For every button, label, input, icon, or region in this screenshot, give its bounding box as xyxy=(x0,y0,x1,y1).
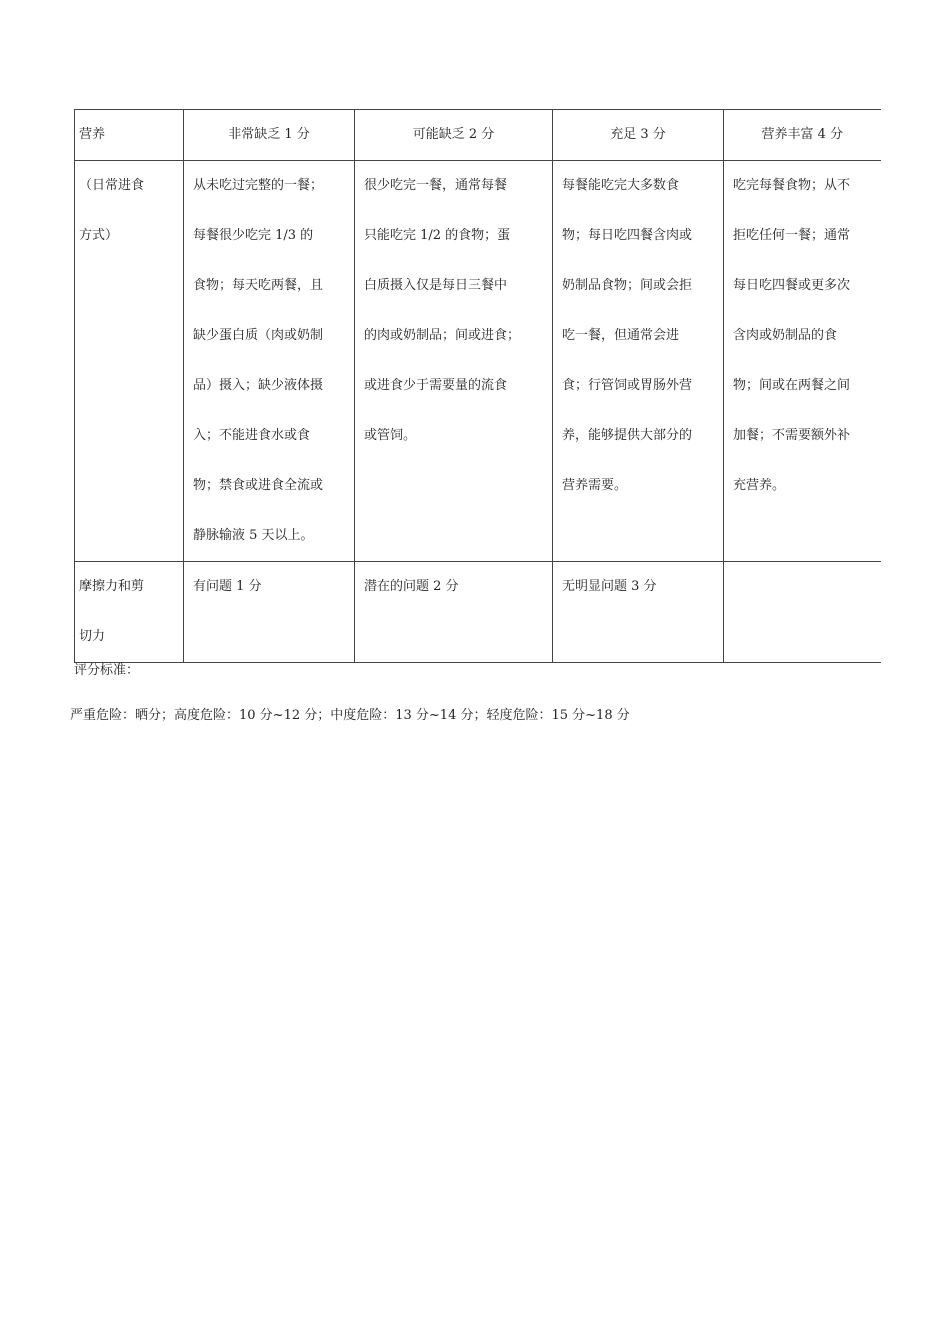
nutrition-header-row xyxy=(75,110,881,161)
nutrition-label-rest: （日常进食 方式） xyxy=(75,161,184,562)
friction-cell-problem: 有问题 1 分 xyxy=(184,562,355,663)
friction-label: 摩擦力和剪 切力 xyxy=(75,562,184,663)
criteria-title: 评分标准： xyxy=(74,663,140,678)
header-adequate: 充足 3 分 xyxy=(553,110,724,161)
nutrition-cell-excellent: 吃完每餐食物；从不 拒吃任何一餐；通常 每日吃四餐或更多次 含肉或奶制品的食 物；间或在两餐之间 加餐；不需要额外补 充营养。 xyxy=(724,161,881,562)
braden-scale-table xyxy=(74,109,881,663)
friction-cell-no-problem: 无明显问题 3 分 xyxy=(553,562,724,663)
criteria-text: 严重危险：晒分；高度危险：10 分~12 分；中度危险：13 分~14 分；轻度危险：15 分~18 分 xyxy=(70,708,630,723)
friction-cell-empty xyxy=(724,562,881,663)
header-very-poor: 非常缺乏 1 分 xyxy=(184,110,355,161)
nutrition-body-row xyxy=(75,161,881,562)
nutrition-cell-probably-inadequate: 很少吃完一餐，通常每餐 只能吃完 1/2 的食物；蛋 白质摄入仅是每日三餐中 的肉或奶制品；间或进食； 或进食少于需要量的流食 或管饲。 xyxy=(355,161,553,562)
header-excellent: 营养丰富 4 分 xyxy=(724,110,881,161)
nutrition-cell-adequate: 每餐能吃完大多数食 物；每日吃四餐含肉或 奶制品食物；间或会拒 吃一餐，但通常会进 食；行管饲或胃肠外营 养，能够提供大部分的 营养需要。 xyxy=(553,161,724,562)
friction-row xyxy=(75,562,881,663)
nutrition-label-top: 营养 xyxy=(75,110,184,161)
header-probably-inadequate: 可能缺乏 2 分 xyxy=(355,110,553,161)
nutrition-cell-very-poor: 从未吃过完整的一餐； 每餐很少吃完 1/3 的 食物；每天吃两餐，且 缺少蛋白质（肉或奶制 品）摄入；缺少液体摄 入；不能进食水或食 物；禁食或进食全流或 静脉输液 5 天以上。 xyxy=(184,161,355,562)
friction-cell-potential: 潜在的问题 2 分 xyxy=(355,562,553,663)
